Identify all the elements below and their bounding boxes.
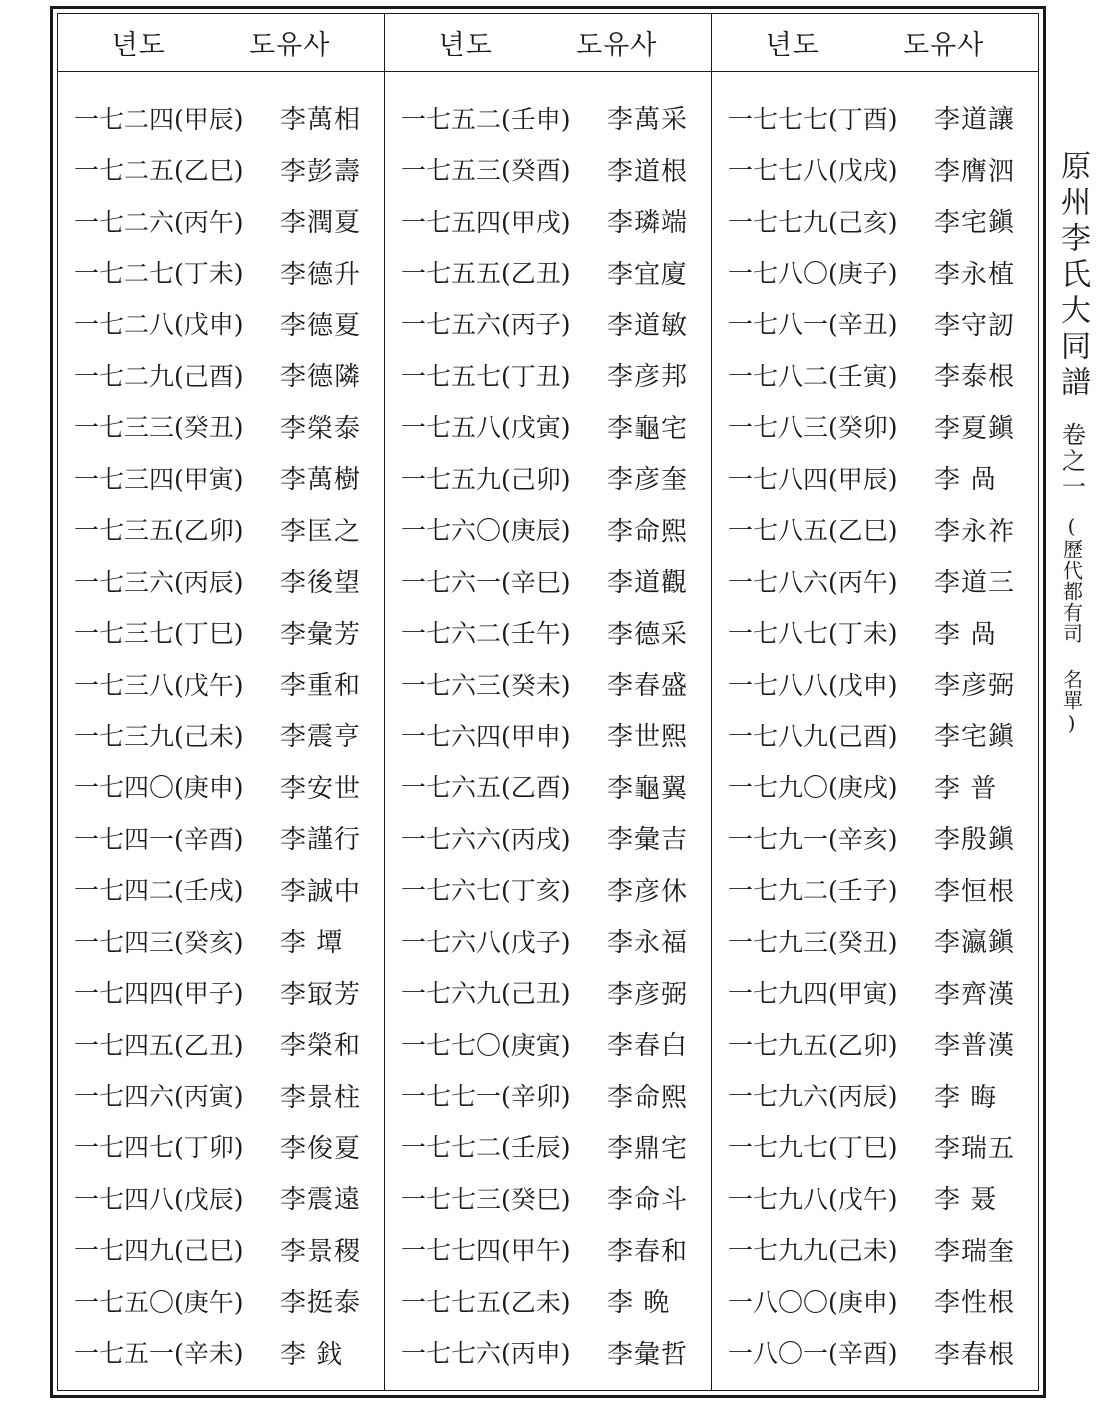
table-row	[385, 452, 711, 503]
name-cell: 李性根	[934, 1288, 1016, 1319]
table-row	[712, 864, 1038, 915]
year-cell: 一七九六(丙辰)	[728, 1082, 898, 1112]
table-row	[712, 812, 1038, 863]
name-cell: 李永祚	[934, 516, 1016, 547]
name-cell: 李道敏	[607, 310, 689, 341]
year-cell: 一七八二(壬寅)	[728, 361, 898, 391]
name-cell: 李彦弼	[607, 979, 689, 1010]
table-row	[58, 812, 384, 863]
year-cell: 一七五七(丁丑)	[401, 361, 571, 391]
table-row	[712, 401, 1038, 452]
column-rows	[58, 72, 384, 1390]
year-cell: 一七四九(己巳)	[74, 1236, 244, 1266]
year-cell: 一七六七(丁亥)	[401, 876, 571, 906]
name-cell: 李謹行	[280, 825, 362, 856]
year-cell: 一七八五(乙巳)	[728, 516, 898, 546]
table-row	[58, 246, 384, 297]
year-cell: 一七五四(甲戌)	[401, 207, 571, 237]
table-row	[58, 298, 384, 349]
column-header	[712, 14, 1038, 72]
year-cell: 一七六一(辛巳)	[401, 567, 571, 597]
year-cell: 一七四二(壬戌)	[74, 876, 244, 906]
name-cell: 李春和	[607, 1236, 689, 1267]
year-cell: 一七三九(己未)	[74, 721, 244, 751]
column-header	[58, 14, 384, 72]
name-cell: 李瑞奎	[934, 1236, 1016, 1267]
table-row	[385, 246, 711, 297]
table-row	[385, 401, 711, 452]
name-cell: 李春根	[934, 1339, 1016, 1370]
name-cell: 李瀛鎭	[934, 928, 1016, 959]
table-row	[712, 606, 1038, 657]
table-row	[58, 1069, 384, 1120]
name-cell: 李命熙	[607, 516, 689, 547]
name-cell: 李永福	[607, 928, 689, 959]
side-caption	[1052, 150, 1092, 736]
table-row	[712, 1069, 1038, 1120]
year-cell: 一七二六(丙午)	[74, 207, 244, 237]
name-cell: 李春盛	[607, 671, 689, 702]
table-row	[58, 401, 384, 452]
table-row	[58, 143, 384, 194]
year-cell: 一七六三(癸未)	[401, 670, 571, 700]
year-cell: 一七七五(乙未)	[401, 1287, 571, 1317]
name-cell: 李 鈛	[280, 1339, 344, 1370]
name-cell: 李普漢	[934, 1031, 1016, 1062]
header-name: 도유사	[903, 30, 985, 61]
year-cell: 一七九八(戊午)	[728, 1184, 898, 1214]
name-cell: 李璘端	[607, 208, 689, 239]
table-row	[385, 349, 711, 400]
table-row	[58, 1018, 384, 1069]
name-cell: 李潤夏	[280, 208, 362, 239]
year-cell: 一七四三(癸亥)	[74, 927, 244, 957]
table-row	[385, 1327, 711, 1378]
year-cell: 一七四六(丙寅)	[74, 1082, 244, 1112]
table-row	[58, 504, 384, 555]
year-cell: 一七九〇(庚戌)	[728, 773, 898, 803]
year-cell: 一七二四(甲辰)	[74, 104, 244, 134]
table-row	[712, 452, 1038, 503]
table-row	[385, 606, 711, 657]
table-row	[712, 504, 1038, 555]
table-row	[712, 246, 1038, 297]
table-row	[58, 195, 384, 246]
name-cell: 李 晦	[934, 1082, 998, 1113]
year-cell: 一七四四(甲子)	[74, 979, 244, 1009]
name-cell: 李殷鎭	[934, 825, 1016, 856]
year-cell: 一七六八(戊子)	[401, 927, 571, 957]
year-cell: 一七五三(癸酉)	[401, 156, 571, 186]
name-cell: 李龜翼	[607, 773, 689, 804]
name-cell: 李道觀	[607, 568, 689, 599]
year-cell: 一七八一(辛丑)	[728, 310, 898, 340]
table-row	[58, 452, 384, 503]
table-row	[58, 761, 384, 812]
year-cell: 一七七四(甲午)	[401, 1236, 571, 1266]
name-cell: 李景柱	[280, 1082, 362, 1113]
column-rows	[385, 72, 711, 1390]
table-row	[58, 92, 384, 143]
name-cell: 李守訒	[934, 310, 1016, 341]
name-cell: 李恒根	[934, 876, 1016, 907]
table-row	[58, 864, 384, 915]
table-row	[385, 658, 711, 709]
name-cell: 李匡之	[280, 516, 362, 547]
year-cell: 一七五六(丙子)	[401, 310, 571, 340]
year-cell: 一七七九(己亥)	[728, 207, 898, 237]
name-cell: 李道三	[934, 568, 1016, 599]
table-row	[58, 606, 384, 657]
table-row	[712, 1275, 1038, 1326]
table-row	[712, 658, 1038, 709]
table-row	[712, 1327, 1038, 1378]
year-cell: 一七六六(丙戌)	[401, 824, 571, 854]
year-cell: 一七七八(戊戌)	[728, 156, 898, 186]
year-cell: 一七三八(戊午)	[74, 670, 244, 700]
year-cell: 一七三五(乙卯)	[74, 516, 244, 546]
name-cell: 李萬采	[607, 105, 689, 136]
header-year: 년도	[765, 30, 820, 61]
table-row	[385, 1018, 711, 1069]
table-row	[712, 1224, 1038, 1275]
name-cell: 李震亨	[280, 722, 362, 753]
name-cell: 李 普	[934, 773, 998, 804]
table-row	[58, 555, 384, 606]
roster-column	[712, 14, 1038, 1390]
name-cell: 李彦奎	[607, 465, 689, 496]
name-cell: 李冣芳	[280, 979, 362, 1010]
name-cell: 李世熙	[607, 722, 689, 753]
year-cell: 一七三七(丁巳)	[74, 619, 244, 649]
name-cell: 李萬樹	[280, 465, 362, 496]
year-cell: 一七三三(癸丑)	[74, 413, 244, 443]
year-cell: 一七二七(丁未)	[74, 259, 244, 289]
table-row	[385, 92, 711, 143]
name-cell: 李夏鎭	[934, 413, 1016, 444]
column-rows	[712, 72, 1038, 1390]
year-cell: 一七九五(乙卯)	[728, 1030, 898, 1060]
name-cell: 李俊夏	[280, 1133, 362, 1164]
table-row	[712, 349, 1038, 400]
year-cell: 一七八三(癸卯)	[728, 413, 898, 443]
table-row	[385, 298, 711, 349]
name-cell: 李道根	[607, 156, 689, 187]
name-cell: 李 晩	[607, 1288, 671, 1319]
name-cell: 李德采	[607, 619, 689, 650]
name-cell: 李萬相	[280, 105, 362, 136]
name-cell: 李道讓	[934, 105, 1016, 136]
table-row	[385, 195, 711, 246]
name-cell: 李彭壽	[280, 156, 362, 187]
table-row	[385, 555, 711, 606]
table-row	[385, 1275, 711, 1326]
section-subtitle: (歷代都有司 名單)	[1059, 514, 1084, 736]
table-row	[58, 1327, 384, 1378]
year-cell: 一七九三(癸丑)	[728, 927, 898, 957]
table-row	[385, 761, 711, 812]
name-cell: 李命斗	[607, 1185, 689, 1216]
table-row	[58, 1224, 384, 1275]
header-year: 년도	[438, 30, 493, 61]
year-cell: 一七五五(乙丑)	[401, 259, 571, 289]
year-cell: 一七五一(辛未)	[74, 1339, 244, 1369]
table-row	[385, 812, 711, 863]
table-row	[58, 1172, 384, 1223]
name-cell: 李命熙	[607, 1082, 689, 1113]
name-cell: 李宅鎭	[934, 208, 1016, 239]
table-row	[385, 966, 711, 1017]
table-row	[712, 915, 1038, 966]
year-cell: 一七五〇(庚午)	[74, 1287, 244, 1317]
year-cell: 一七七六(丙申)	[401, 1339, 571, 1369]
table-row	[385, 504, 711, 555]
table-row	[712, 195, 1038, 246]
year-cell: 一七六〇(庚辰)	[401, 516, 571, 546]
name-cell: 李德升	[280, 259, 362, 290]
year-cell: 一七九二(壬子)	[728, 876, 898, 906]
name-cell: 李 聂	[934, 1185, 998, 1216]
name-cell: 李鼎宅	[607, 1133, 689, 1164]
year-cell: 一七八九(己酉)	[728, 721, 898, 751]
roster-table	[57, 13, 1039, 1391]
roster-column	[385, 14, 712, 1390]
year-cell: 一七四八(戊辰)	[74, 1184, 244, 1214]
header-year: 년도	[111, 30, 166, 61]
book-title: 原州李氏大同譜	[1055, 150, 1090, 402]
name-cell: 李景稷	[280, 1236, 362, 1267]
name-cell: 李 咼	[934, 465, 998, 496]
name-cell: 李 墰	[280, 928, 344, 959]
table-row	[58, 1121, 384, 1172]
table-row	[58, 658, 384, 709]
year-cell: 一七六五(乙酉)	[401, 773, 571, 803]
year-cell: 一七九四(甲寅)	[728, 979, 898, 1009]
name-cell: 李挺泰	[280, 1288, 362, 1319]
table-row	[712, 966, 1038, 1017]
year-cell: 一七四七(丁卯)	[74, 1133, 244, 1163]
volume-label: 卷之一	[1057, 422, 1086, 500]
name-cell: 李後望	[280, 568, 362, 599]
table-row	[385, 143, 711, 194]
year-cell: 一七六四(甲申)	[401, 721, 571, 751]
table-row	[385, 1069, 711, 1120]
year-cell: 一七七〇(庚寅)	[401, 1030, 571, 1060]
table-row	[712, 298, 1038, 349]
header-name: 도유사	[249, 30, 331, 61]
table-row	[712, 1121, 1038, 1172]
table-row	[385, 1172, 711, 1223]
name-cell: 李榮和	[280, 1031, 362, 1062]
table-row	[385, 1121, 711, 1172]
name-cell: 李安世	[280, 773, 362, 804]
year-cell: 一七八七(丁未)	[728, 619, 898, 649]
table-row	[712, 709, 1038, 760]
table-row	[58, 1275, 384, 1326]
name-cell: 李龜宅	[607, 413, 689, 444]
name-cell: 李彦休	[607, 876, 689, 907]
table-row	[712, 92, 1038, 143]
year-cell: 一七五八(戊寅)	[401, 413, 571, 443]
table-row	[385, 864, 711, 915]
year-cell: 一七八六(丙午)	[728, 567, 898, 597]
name-cell: 李彦弼	[934, 671, 1016, 702]
table-row	[58, 915, 384, 966]
year-cell: 一七八八(戊申)	[728, 670, 898, 700]
name-cell: 李震遠	[280, 1185, 362, 1216]
table-row	[58, 349, 384, 400]
year-cell: 一七二八(戊申)	[74, 310, 244, 340]
year-cell: 一七四五(乙丑)	[74, 1030, 244, 1060]
table-row	[385, 709, 711, 760]
roster-column	[58, 14, 385, 1390]
name-cell: 李彙芳	[280, 619, 362, 650]
name-cell: 李宅鎭	[934, 722, 1016, 753]
year-cell: 一七三六(丙辰)	[74, 567, 244, 597]
table-row	[712, 555, 1038, 606]
name-cell: 李彙吉	[607, 825, 689, 856]
name-cell: 李彦邦	[607, 362, 689, 393]
name-cell: 李齊漢	[934, 979, 1016, 1010]
year-cell: 一七七二(壬辰)	[401, 1133, 571, 1163]
year-cell: 一七七一(辛卯)	[401, 1082, 571, 1112]
year-cell: 一七七七(丁酉)	[728, 104, 898, 134]
name-cell: 李宜廈	[607, 259, 689, 290]
year-cell: 一七四一(辛酉)	[74, 824, 244, 854]
year-cell: 一七六二(壬午)	[401, 619, 571, 649]
name-cell: 李榮泰	[280, 413, 362, 444]
name-cell: 李德隣	[280, 362, 362, 393]
year-cell: 一七三四(甲寅)	[74, 464, 244, 494]
year-cell: 一七二九(己酉)	[74, 361, 244, 391]
name-cell: 李瑞五	[934, 1133, 1016, 1164]
year-cell: 一七九一(辛亥)	[728, 824, 898, 854]
header-name: 도유사	[576, 30, 658, 61]
table-row	[712, 143, 1038, 194]
table-row	[58, 966, 384, 1017]
year-cell: 一八〇〇(庚申)	[728, 1287, 898, 1317]
year-cell: 一七九七(丁巳)	[728, 1133, 898, 1163]
name-cell: 李誠中	[280, 876, 362, 907]
name-cell: 李重和	[280, 671, 362, 702]
name-cell: 李 咼	[934, 619, 998, 650]
table-row	[712, 761, 1038, 812]
table-row	[712, 1018, 1038, 1069]
name-cell: 李德夏	[280, 310, 362, 341]
year-cell: 一七八〇(庚子)	[728, 259, 898, 289]
year-cell: 一七六九(己丑)	[401, 979, 571, 1009]
name-cell: 李彙哲	[607, 1339, 689, 1370]
name-cell: 李春白	[607, 1031, 689, 1062]
year-cell: 一七五二(壬申)	[401, 104, 571, 134]
year-cell: 一七七三(癸巳)	[401, 1184, 571, 1214]
column-header	[385, 14, 711, 72]
name-cell: 李永植	[934, 259, 1016, 290]
year-cell: 一七二五(乙巳)	[74, 156, 244, 186]
year-cell: 一七八四(甲辰)	[728, 464, 898, 494]
name-cell: 李膺泗	[934, 156, 1016, 187]
year-cell: 一八〇一(辛酉)	[728, 1339, 898, 1369]
table-row	[385, 1224, 711, 1275]
year-cell: 一七九九(己未)	[728, 1236, 898, 1266]
year-cell: 一七四〇(庚申)	[74, 773, 244, 803]
table-row	[712, 1172, 1038, 1223]
table-row	[58, 709, 384, 760]
year-cell: 一七五九(己卯)	[401, 464, 571, 494]
table-row	[385, 915, 711, 966]
name-cell: 李泰根	[934, 362, 1016, 393]
